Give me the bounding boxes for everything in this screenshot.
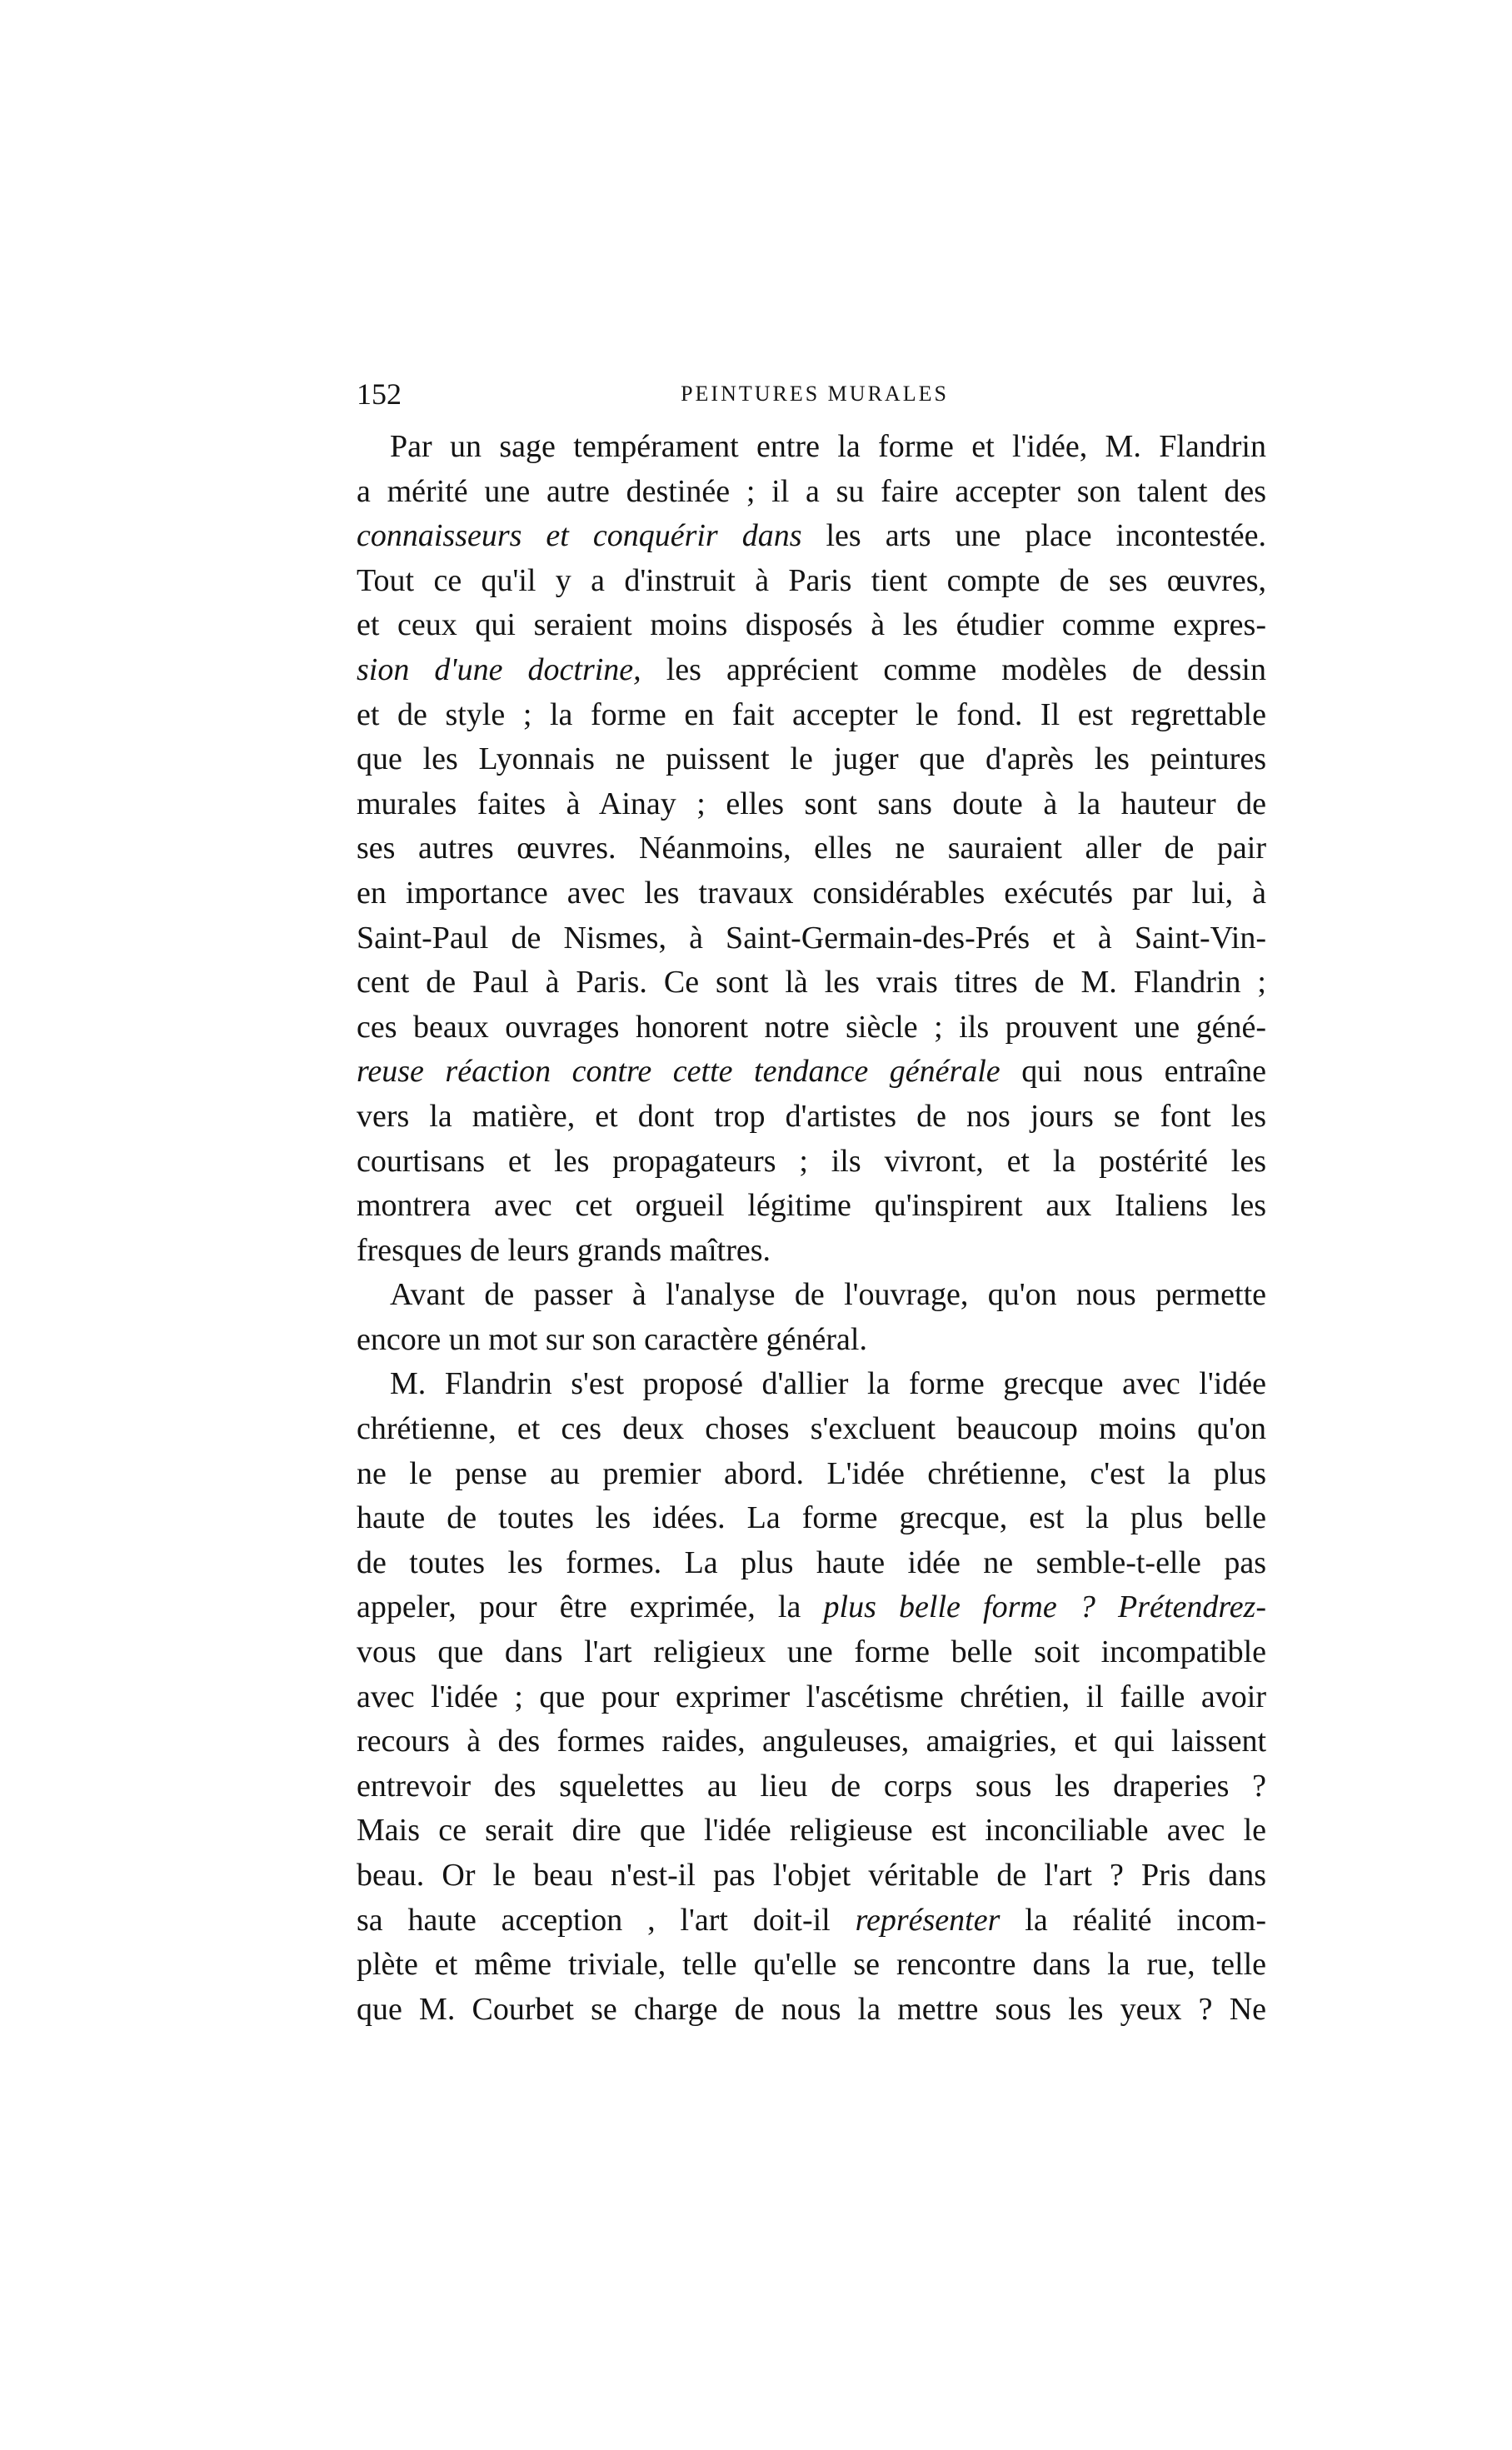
- italic-text: représenter: [855, 1902, 1001, 1938]
- text-segment: M. Flandrin s'est proposé d'allier la forme grecque avec l'idée: [390, 1366, 1266, 1402]
- text-line: [357, 1541, 1266, 1586]
- text-line: [357, 1585, 1266, 1630]
- text-line: [357, 1809, 1266, 1854]
- text-line: [357, 1452, 1266, 1497]
- text-segment: entrevoir des squelettes au lieu de corps sous les draperies ?: [357, 1768, 1266, 1804]
- text-segment: que les Lyonnais ne puissent le juger que d'après les peintures: [357, 741, 1266, 777]
- text-line: [357, 1362, 1266, 1407]
- text-line: [357, 425, 1266, 470]
- italic-text: sion d'une doctrine,: [357, 651, 641, 687]
- text-line: [357, 1050, 1266, 1095]
- text-line: [357, 1005, 1266, 1050]
- text-line: [357, 826, 1266, 871]
- text-segment: et ceux qui seraient moins disposés à les étudier comme expres-: [357, 607, 1266, 643]
- text-segment: que M. Courbet se charge de nous la mettre sous les yeux ? Ne: [357, 1991, 1266, 2027]
- text-line: [357, 1899, 1266, 1944]
- text-segment: ne le pense au premier abord. L'idée chrétienne, c'est la plus: [357, 1455, 1266, 1491]
- text-segment: murales faites à Ainay ; elles sont sans doute à la hauteur de: [357, 786, 1266, 821]
- text-segment: appeler, pour être exprimée, la: [357, 1589, 824, 1625]
- text-line: [357, 1988, 1266, 2033]
- text-line: [357, 470, 1266, 515]
- text-line: [357, 961, 1266, 1005]
- italic-text: reuse réaction contre cette tendance générale: [357, 1054, 1001, 1090]
- text-segment: et de style ; la forme en fait accepter le fond. Il est regrettable: [357, 696, 1266, 732]
- text-line: [357, 1764, 1266, 1809]
- text-line: [357, 1229, 1266, 1274]
- text-segment: les apprécient comme modèles de dessin: [641, 651, 1266, 687]
- text-line: [357, 1675, 1266, 1720]
- text-segment: qui nous entraîne: [1000, 1054, 1266, 1090]
- text-segment: ses autres œuvres. Néanmoins, elles ne sauraient aller de pair: [357, 831, 1266, 866]
- text-line: [357, 1140, 1266, 1185]
- text-segment: fresques de leurs grands maîtres.: [357, 1232, 771, 1268]
- text-segment: courtisans et les propagateurs ; ils vivront, et la postérité les: [357, 1143, 1266, 1179]
- text-line: [357, 871, 1266, 916]
- text-segment: haute de toutes les idées. La forme grecque, est la plus belle: [357, 1500, 1266, 1536]
- text-line: [357, 1407, 1266, 1452]
- running-title: PEINTURES MURALES: [681, 382, 949, 406]
- text-segment: les arts une place incontestée.: [801, 518, 1266, 554]
- text-line: [357, 1184, 1266, 1229]
- text-segment: Mais ce serait dire que l'idée religieuse est inconciliable avec le: [357, 1813, 1266, 1849]
- text-line: [357, 1943, 1266, 1988]
- text-line: [357, 559, 1266, 604]
- text-line: [357, 1318, 1266, 1363]
- text-segment: encore un mot sur son caractère général.: [357, 1321, 867, 1357]
- text-segment: vous que dans l'art religieux une forme belle soit incompatible: [357, 1634, 1266, 1670]
- text-line: [357, 1496, 1266, 1541]
- text-line: [357, 648, 1266, 693]
- text-segment: recours à des formes raides, anguleuses, amaigries, et qui laissent: [357, 1724, 1266, 1759]
- text-segment: ces beaux ouvrages honorent notre siècle ; ils prouvent une géné-: [357, 1009, 1266, 1045]
- text-segment: cent de Paul à Paris. Ce sont là les vrais titres de M. Flandrin ;: [357, 965, 1266, 1000]
- text-segment: la réalité incom-: [1000, 1902, 1266, 1938]
- text-segment: chrétienne, et ces deux choses s'excluent beaucoup moins qu'on: [357, 1411, 1266, 1447]
- text-segment: Saint-Paul de Nismes, à Saint-Germain-des-Prés et à Saint-Vin-: [357, 920, 1266, 956]
- text-segment: en importance avec les travaux considérables exécutés par lui, à: [357, 875, 1266, 911]
- text-segment: montrera avec cet orgueil légitime qu'inspirent aux Italiens les: [357, 1188, 1266, 1224]
- text-line: [357, 737, 1266, 782]
- text-segment: vers la matière, et dont trop d'artistes de nos jours se font les: [357, 1098, 1266, 1134]
- text-line: [357, 1719, 1266, 1764]
- body-text: [357, 425, 1266, 2032]
- page-number: 152: [357, 377, 402, 411]
- text-line: [357, 603, 1266, 648]
- italic-text: plus belle forme ? Prétendrez-: [823, 1589, 1266, 1625]
- text-segment: a mérité une autre destinée ; il a su faire accepter son talent des: [357, 473, 1266, 509]
- text-segment: beau. Or le beau n'est-il pas l'objet véritable de l'art ? Pris dans: [357, 1858, 1266, 1893]
- text-line: [357, 1854, 1266, 1899]
- text-segment: sa haute acception , l'art doit-il: [357, 1902, 856, 1938]
- text-line: [357, 1630, 1266, 1675]
- text-line: [357, 1095, 1266, 1140]
- text-line: [357, 514, 1266, 559]
- text-line: [357, 916, 1266, 961]
- text-segment: plète et même triviale, telle qu'elle se rencontre dans la rue, telle: [357, 1947, 1266, 1983]
- text-segment: Par un sage tempérament entre la forme et l'idée, M. Flandrin: [390, 429, 1266, 464]
- text-line: [357, 693, 1266, 738]
- italic-text: connaisseurs et conquérir dans: [357, 518, 802, 554]
- text-segment: de toutes les formes. La plus haute idée ne semble-t-elle pas: [357, 1544, 1266, 1580]
- text-line: [357, 782, 1266, 827]
- text-segment: Avant de passer à l'analyse de l'ouvrage, qu'on nous permette: [390, 1277, 1266, 1313]
- text-line: [357, 1273, 1266, 1318]
- text-segment: Tout ce qu'il y a d'instruit à Paris tient compte de ses œuvres,: [357, 562, 1266, 598]
- page-header: [357, 373, 1273, 415]
- text-segment: avec l'idée ; que pour exprimer l'ascétisme chrétien, il faille avoir: [357, 1679, 1266, 1714]
